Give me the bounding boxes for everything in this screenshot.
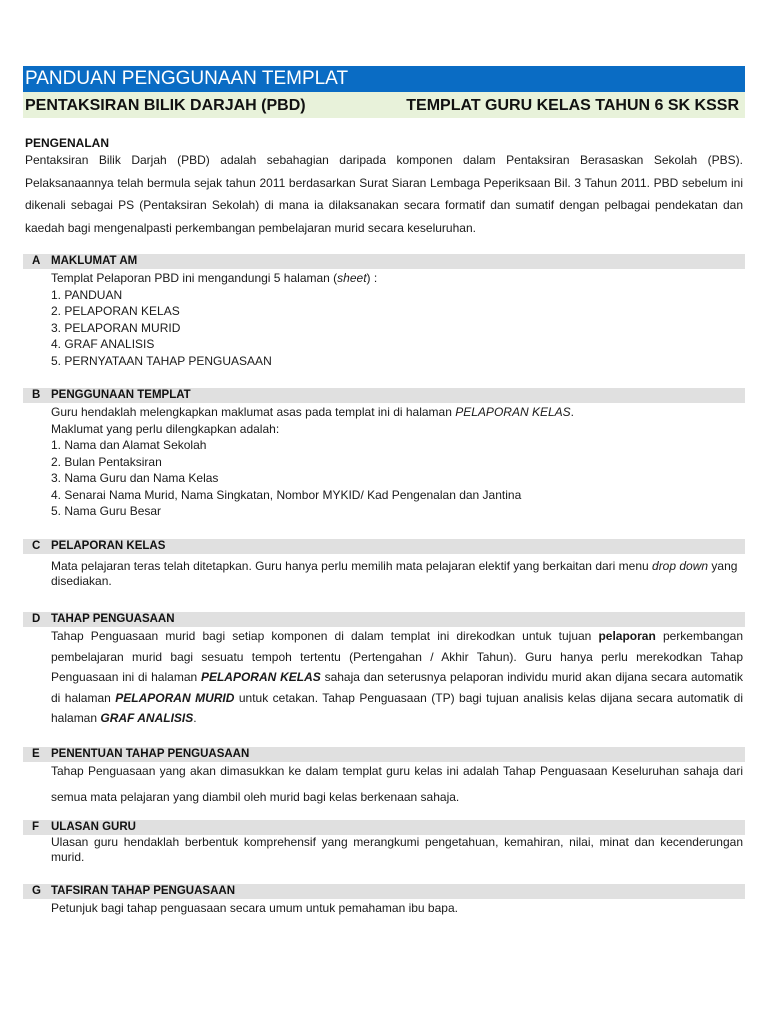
section-a-intro-text: Templat Pelaporan PBD ini mengandungi 5 halaman ( [51, 271, 338, 285]
section-a-item: 1. PANDUAN [51, 287, 123, 302]
document-title-bar [23, 66, 745, 92]
section-b-line2: Maklumat yang perlu dilengkapkan adalah: [51, 421, 280, 436]
section-c-text-end: yang disediakan. [51, 559, 738, 588]
section-b-letter: B [32, 389, 41, 401]
section-f-body: Ulasan guru hendaklah berbentuk komprehensif yang merangkumi pengetahuan, kemahiran, nilai, minat dan kecenderungan murid. [51, 835, 743, 864]
section-g-body: Petunjuk bagi tahap penguasaan secara umum untuk pemahaman ibu bapa. [51, 901, 458, 915]
document-subtitle-bar [23, 92, 745, 118]
section-d-bold-4: GRAF ANALISIS [100, 711, 194, 725]
section-e-body: Tahap Penguasaan yang akan dimasukkan ke dalam templat guru kelas ini adalah Tahap Penguasaan Keseluruhan sahaja dari semua mata pelajaran yang diambil oleh murid bagi kelas berkenaan sahaja. [51, 764, 743, 804]
section-a-letter: A [32, 255, 41, 267]
section-c-title: PELAPORAN KELAS [51, 540, 166, 552]
section-b-item: 2. Bulan Pentaksiran [51, 454, 162, 469]
intro-heading: PENGENALAN [25, 136, 110, 150]
section-d-header [23, 612, 745, 627]
section-e-letter: E [32, 748, 40, 760]
section-a-item: 3. PELAPORAN MURID [51, 320, 181, 335]
section-a-item: 5. PERNYATAAN TAHAP PENGUASAAN [51, 353, 272, 368]
section-b-line1-text: Guru hendaklah melengkapkan maklumat asas pada templat ini di halaman [51, 405, 456, 419]
intro-paragraph: Pentaksiran Bilik Darjah (PBD) adalah sebahagian daripada komponen dalam Pentaksiran Berasaskan Sekolah (PBS). Pelaksanaannya telah bermula sejak tahun 2011 berdasarkan Surat Siaran Lembaga Peperiksaan Bil. 3 Tahun 2011. PBD sebelum ini dikenali sebagai PS (Pentaksiran Sekolah) di mana ia dilaksanakan secara formatif dan sumatif dengan pelbagai pendekatan dan kaedah bagi mengenalpasti perkembangan pembelajaran murid secara keseluruhan. [25, 153, 743, 235]
section-c-letter: C [32, 540, 41, 552]
section-d-bold-3: PELAPORAN MURID [115, 690, 235, 705]
section-g-letter: G [32, 885, 41, 897]
section-a-intro [51, 270, 743, 287]
section-d-text-5: . [193, 711, 197, 725]
section-b-line1-emphasis: PELAPORAN KELAS [455, 405, 571, 419]
section-d-text-1: Tahap Penguasaan murid bagi setiap komponen di dalam templat ini direkodkan untuk tujuan [51, 629, 599, 643]
section-f-letter: F [32, 821, 40, 833]
section-f-header [23, 820, 745, 835]
section-d-text-4: untuk cetakan. Tahap Penguasaan (TP) bagi tujuan analisis kelas dijana secara automatik di halaman [51, 690, 743, 725]
section-d-body [51, 626, 743, 729]
section-c-body [51, 559, 743, 589]
section-d-text-2: perkembangan pembelajaran murid bagi sesuatu tempoh tertentu (Pertengahan / Akhir Tahun). Guru hanya perlu merekodkan Tahap Penguasaan ini di halaman [51, 629, 743, 684]
section-a-intro-end: ) : [366, 271, 378, 285]
section-a-item: 4. GRAF ANALISIS [51, 337, 155, 351]
section-b-body [51, 404, 743, 520]
section-a-item: 2. PELAPORAN KELAS [51, 304, 180, 318]
document-title: PANDUAN PENGGUNAAN TEMPLAT [25, 68, 349, 89]
section-d-bold-2: PELAPORAN KELAS [200, 670, 321, 684]
section-c-header [23, 539, 745, 554]
section-d-text-3: sahaja dan seterusnya pelaporan individu murid akan dijana secara automatik di halaman [51, 670, 744, 705]
section-g-title: TAFSIRAN TAHAP PENGUASAAN [51, 885, 236, 897]
section-a-body [51, 270, 743, 369]
section-f-title: ULASAN GURU [51, 821, 136, 833]
section-c-text: Mata pelajaran teras telah ditetapkan. Guru hanya perlu memilih mata pelajaran elektif yang berkaitan dari menu [51, 559, 653, 573]
subtitle-right: TEMPLAT GURU KELAS TAHUN 6 SK KSSR [406, 97, 739, 114]
subtitle-left: PENTAKSIRAN BILIK DARJAH (PBD) [25, 97, 306, 114]
section-a-intro-emphasis: sheet [337, 271, 367, 285]
section-a-header [23, 254, 745, 269]
section-d-title: TAHAP PENGUASAAN [51, 613, 175, 625]
section-c-emphasis: drop down [652, 559, 709, 573]
section-b-item: 4. Senarai Nama Murid, Nama Singkatan, Nombor MYKID/ Kad Pengenalan dan Jantina [51, 487, 522, 502]
section-b-item: 5. Nama Guru Besar [51, 504, 162, 518]
section-e-title: PENENTUAN TAHAP PENGUASAAN [51, 748, 250, 760]
section-b-header [23, 388, 745, 403]
section-b-item: 1. Nama dan Alamat Sekolah [51, 438, 207, 452]
section-b-title: PENGGUNAAN TEMPLAT [51, 389, 191, 401]
section-d-letter: D [32, 613, 41, 625]
section-b-line1-end: . [570, 405, 574, 419]
section-b-item: 3. Nama Guru dan Nama Kelas [51, 471, 219, 485]
section-a-title: MAKLUMAT AM [51, 255, 138, 267]
section-d-bold-1: pelaporan [598, 629, 656, 643]
section-g-header [23, 884, 745, 899]
section-b-line1 [51, 404, 743, 421]
